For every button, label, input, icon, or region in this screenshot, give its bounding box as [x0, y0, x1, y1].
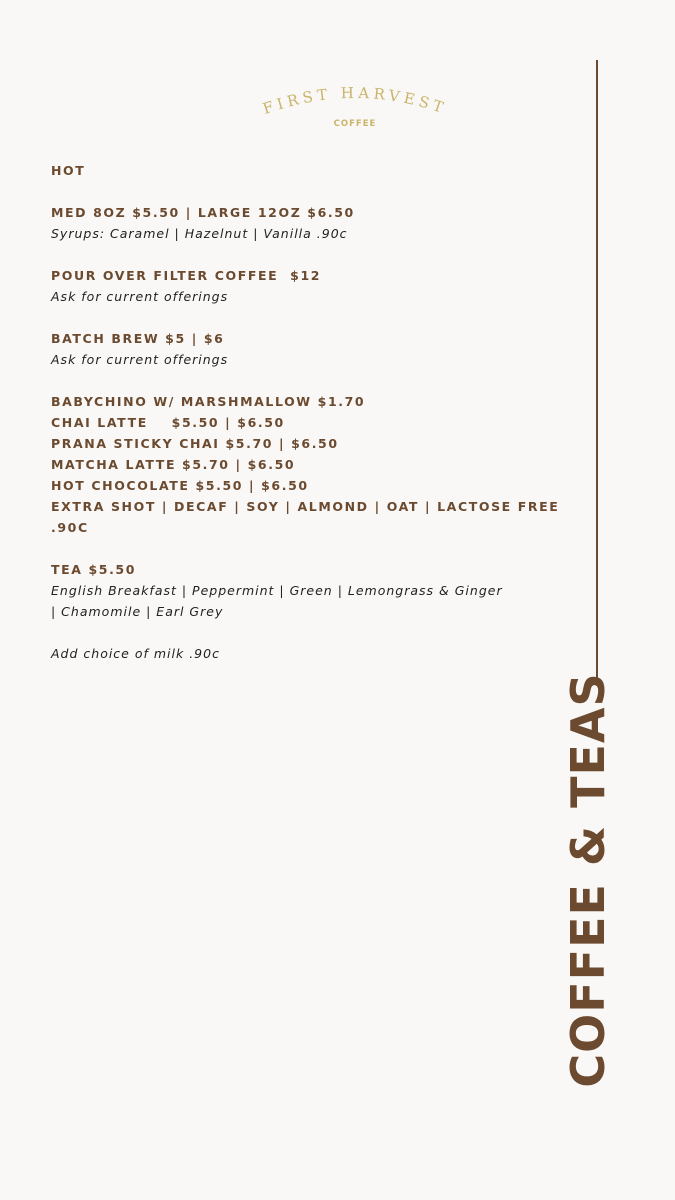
spacer: [51, 538, 541, 559]
divider-line: [596, 60, 598, 686]
hot-chocolate-item: HOT CHOCOLATE $5.50 | $6.50: [51, 478, 309, 493]
extras-item: EXTRA SHOT | DECAF | SOY | ALMOND | OAT | LACTOSE FREE: [51, 499, 560, 514]
babychino-item: BABYCHINO W/ MARSHMALLOW $1.70: [51, 394, 366, 409]
batch-brew-note: Ask for current offerings: [51, 352, 229, 367]
tea-list-continued: | Chamomile | Earl Grey: [51, 604, 224, 619]
brand-name: [260, 84, 449, 118]
pour-over-note: Ask for current offerings: [51, 289, 229, 304]
extras-price: .90C: [51, 520, 89, 535]
chai-latte-item: CHAI LATTE $5.50 | $6.50: [51, 415, 285, 430]
spacer: [51, 622, 541, 643]
prana-chai-item: PRANA STICKY CHAI $5.70 | $6.50: [51, 436, 339, 451]
milk-note: Add choice of milk .90c: [51, 646, 220, 661]
brand-logo: [250, 82, 460, 132]
spacer: [51, 370, 541, 391]
tea-item: TEA $5.50: [51, 562, 137, 577]
menu-list: [51, 160, 560, 664]
coffee-sizes-item: MED 8OZ $5.50 | LARGE 12OZ $6.50: [51, 205, 355, 220]
batch-brew-item: BATCH BREW $5 | $6: [51, 331, 225, 346]
tea-list: English Breakfast | Peppermint | Green | Lemongrass & Ginger: [51, 583, 503, 598]
brand-name-path: FIRST HARVEST: [260, 83, 450, 118]
matcha-latte-item: MATCHA LATTE $5.70 | $6.50: [51, 457, 296, 472]
brand-sub: COFFEE: [333, 119, 377, 129]
spacer: [51, 244, 541, 265]
side-title: COFFEE & TEAS: [561, 672, 615, 1088]
syrups-note: Syrups: Caramel | Hazelnut | Vanilla .90c: [51, 226, 348, 241]
pour-over-item: POUR OVER FILTER COFFEE $12: [51, 268, 322, 283]
section-hot: HOT: [51, 163, 86, 178]
spacer: [51, 307, 541, 328]
spacer: [51, 181, 541, 202]
